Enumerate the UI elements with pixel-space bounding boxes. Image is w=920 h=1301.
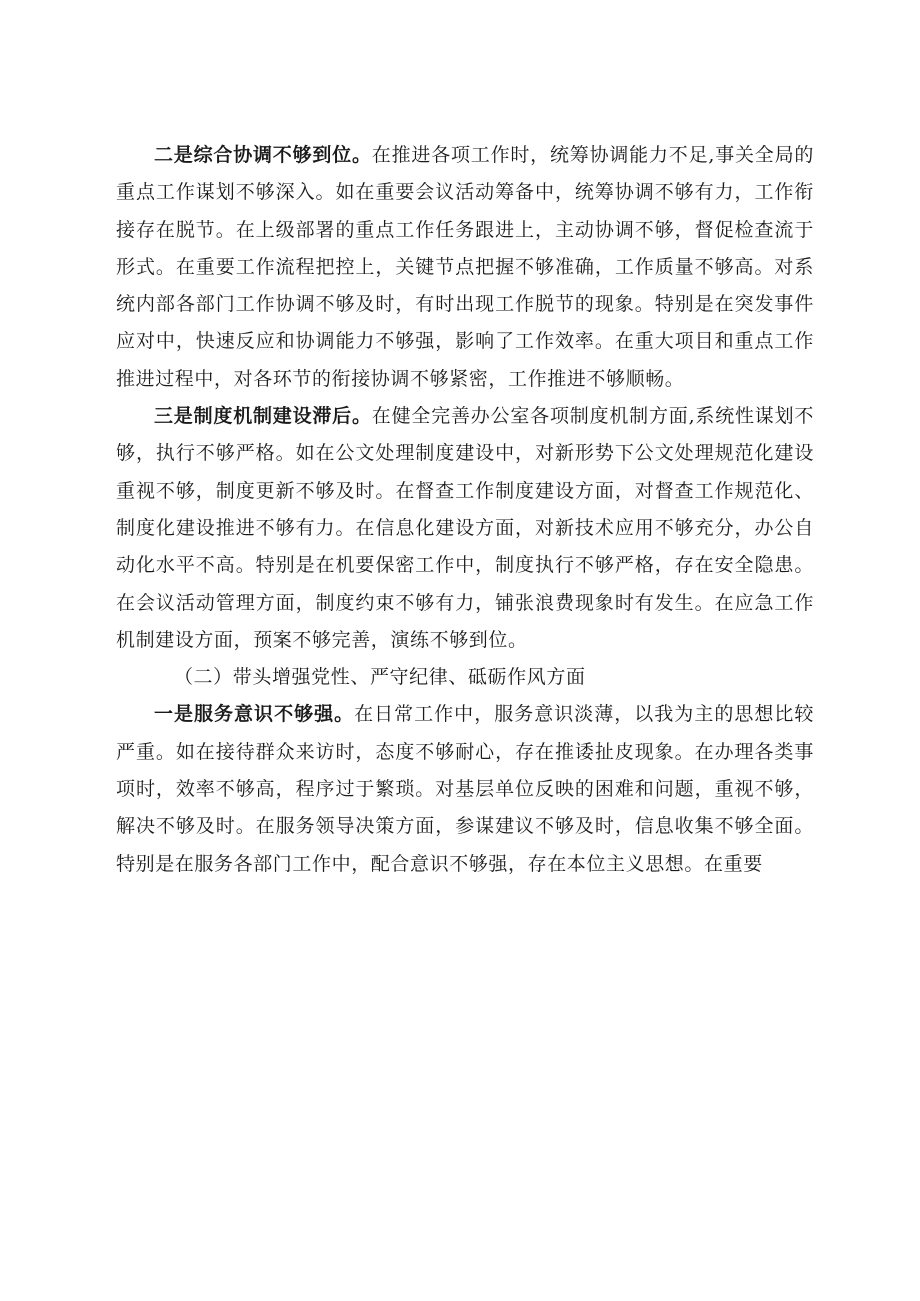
paragraph-lead: 一是服务意识不够强。 bbox=[154, 703, 355, 726]
section-heading: （二）带头增强党性、严守纪律、砥砺作风方面 bbox=[173, 666, 586, 689]
paragraph-text: 在推进各项工作时，统筹协调能力不足,事关全局的重点工作谋划不够深入。如在重要会议活动筹备中，统筹协调不够有力，工作衔接存在脱节。在上级部署的重点工作任务跟进上，主动协调不够，督促检查流于形式。在重要工作流程把控上，关键节点把握不够准确，工作质量不够高。对系统内部各部门工作协调不够及时，有时出现工作脱节的现象。特别是在突发事件应对中，快速反应和协调能力不够强，影响了工作效率。在重大项目和重点工作推进过程中，对各环节的衔接协调不够紧密，工作推进不够顺畅。 bbox=[116, 144, 815, 390]
paragraph-institutional-mechanism bbox=[116, 398, 814, 659]
paragraph-text: 在健全完善办公室各项制度机制方面,系统性谋划不够，执行不够严格。如在公文处理制度建设中，对新形势下公文处理规范化建设重视不够，制度更新不够及时。在督查工作制度建设方面，对督查工作规范化、制度化建设推进不够有力。在信息化建设方面，对新技术应用不够充分，办公自动化水平不高。特别是在机要保密工作中，制度执行不够严格，存在安全隐患。在会议活动管理方面，制度约束不够有力，铺张浪费现象时有发生。在应急工作机制建设方面，预案不够完善，演练不够到位。 bbox=[116, 405, 815, 651]
paragraph-lead: 二是综合协调不够到位。 bbox=[154, 144, 372, 166]
paragraph-service-awareness bbox=[116, 696, 814, 882]
paragraph-lead: 三是制度机制建设滞后。 bbox=[154, 405, 372, 428]
document-body bbox=[116, 137, 814, 883]
paragraph-text: 在日常工作中，服务意识淡薄，以我为主的思想比较严重。如在接待群众来访时，态度不够耐心，存在推诿扯皮现象。在办理各类事项时，效率不够高，程序过于繁琐。对基层单位反映的困难和问题，重视不够，解决不够及时。在服务领导决策方面，参谋建议不够及时，信息收集不够全面。特别是在服务各部门工作中，配合意识不够强，存在本位主义思想。在重要 bbox=[116, 703, 814, 875]
paragraph-comprehensive-coordination bbox=[116, 137, 814, 398]
